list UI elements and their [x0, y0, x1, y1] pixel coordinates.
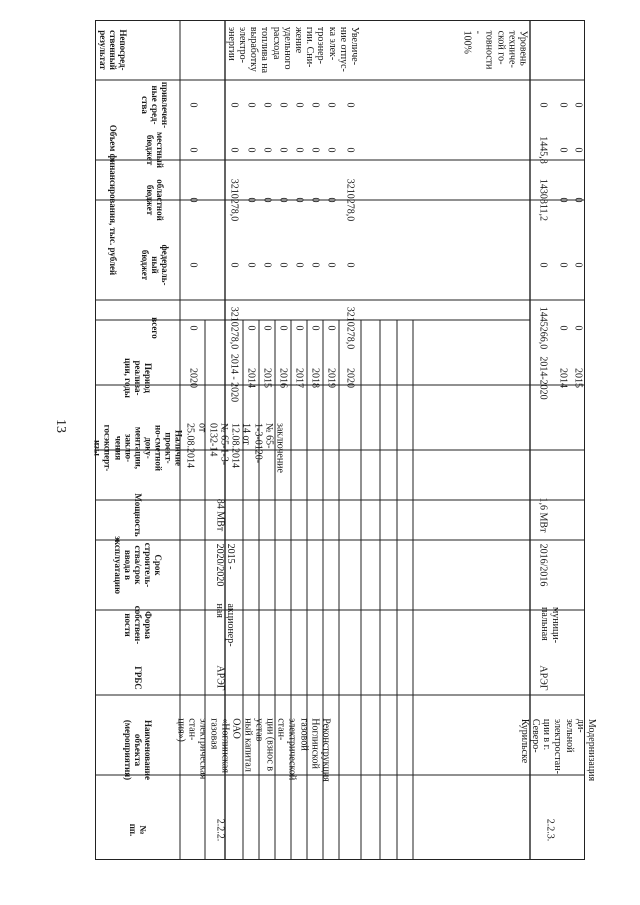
obj1-row-regional: 0	[245, 197, 257, 203]
obj2-row-period: 2015	[572, 367, 584, 388]
obj1-row-total: 0	[325, 325, 337, 330]
obj1-row-total: 3210278,0	[344, 306, 356, 349]
header-total: всего	[150, 316, 161, 339]
obj1-row-regional: 0	[325, 197, 337, 203]
obj2-row-federal: 0	[557, 262, 569, 268]
obj2-result: Уровень техниче- ской го- товности - 100%	[461, 30, 529, 70]
obj2-row-regional: 0	[557, 197, 569, 203]
obj1-num: 2.2.2.	[214, 818, 226, 842]
obj1-row-local: 0	[344, 147, 356, 153]
obj1-row-regional: 0	[261, 197, 273, 203]
header-regional: областной бюджет	[145, 179, 166, 221]
obj1-row-federal: 0	[309, 262, 321, 268]
obj1-row-attracted: 0	[325, 102, 337, 108]
obj2-ownership: муници- пальная	[539, 606, 562, 644]
obj2-num: 2.2.3.	[544, 818, 556, 842]
obj1-row-regional: 3210278,0	[228, 178, 240, 222]
obj1-row-attracted: 0	[344, 102, 356, 108]
header-name: Наименование объекта (мероприятия)	[122, 719, 153, 781]
obj1-row-local: 0	[261, 147, 273, 153]
obj1-row-federal: 0	[277, 262, 289, 268]
obj1-row-federal: 0	[325, 262, 337, 268]
obj1-row-local: 0	[309, 147, 321, 153]
obj1-row-attracted: 0	[228, 102, 240, 108]
obj1-row-attracted: 0	[261, 102, 273, 108]
header-period: Период реализа- ции, годы	[122, 357, 153, 398]
header-result: Непосред- ственный результат	[97, 29, 128, 71]
obj1-row-period: 2018	[309, 367, 321, 388]
top-row-total: 0	[187, 325, 199, 330]
header-capacity: Мощность	[132, 493, 143, 537]
obj2-row-total: 1445266,0	[537, 306, 549, 349]
header-federal: федераль- ный бюджет	[139, 244, 171, 286]
top-row-regional: 0	[187, 197, 199, 203]
obj2-row-total: 0	[557, 325, 569, 330]
obj1-row-attracted: 0	[293, 102, 305, 108]
obj1-row-regional: 0	[293, 197, 305, 203]
header-psd: Наличие проект- но-сметной доку- ментации, заклю- чения госэксперт- изы	[92, 424, 183, 471]
obj1-row-local: 0	[245, 147, 257, 153]
obj1-row-total: 3210278,0	[228, 306, 240, 349]
obj2-row-regional: 1430811,2	[537, 178, 549, 222]
obj1-row-federal: 0	[261, 262, 273, 268]
page-number: 13	[53, 419, 68, 433]
obj1-row-period: 2019	[325, 367, 337, 388]
top-row-federal: 0	[187, 262, 199, 268]
obj2-grbs: АРЭГ	[537, 664, 549, 691]
obj1-row-period: 2017	[293, 367, 305, 388]
obj1-row-local: 0	[325, 147, 337, 153]
obj1-name: Реконструкция Ноглинской газовой электрической стан- ции (взнос в устав- ный капитал ОАО «Ноглинская газовая электрическая стан- ция»)	[174, 718, 331, 782]
header-ownership: Форма собствен- ности	[122, 605, 153, 645]
top-row-period: 2020	[187, 367, 199, 388]
header-attracted: привлечен- ные сред- ства	[139, 81, 171, 129]
table-text-layer	[92, 20, 597, 860]
obj1-row-regional: 0	[277, 197, 289, 203]
obj2-row-federal: 0	[572, 262, 584, 268]
obj1-psd: заключение № 65- 1-3-0120-14 от 12.08.2014 № 65-1-3-0132-14 от 25.08.2014	[184, 422, 286, 473]
obj1-row-local: 0	[277, 147, 289, 153]
obj1-row-federal: 0	[344, 262, 356, 268]
obj1-row-federal: 0	[228, 262, 240, 268]
obj2-row-attracted: 0	[537, 102, 549, 108]
obj2-row-local: 0	[557, 147, 569, 153]
obj1-row-total: 0	[309, 325, 321, 330]
obj2-row-period: 2014	[557, 367, 569, 388]
obj2-row-period: 2014-2020	[537, 355, 549, 400]
obj1-row-federal: 0	[245, 262, 257, 268]
header-funding-group: Объем финансирования, тыс. рублей	[107, 124, 118, 276]
obj2-name: Модернизация ди- зельной электростан- ции в г. Северо- Курильске	[518, 718, 597, 782]
obj1-row-total: 0	[261, 325, 273, 330]
obj1-row-total: 0	[293, 325, 305, 330]
top-row-attracted: 0	[187, 102, 199, 108]
obj2-row-local: 0	[572, 147, 584, 153]
obj2-row-total: 0	[572, 325, 584, 330]
top-row-local: 0	[187, 147, 199, 153]
obj1-row-attracted: 0	[277, 102, 289, 108]
obj1-row-period: 2016	[277, 367, 289, 388]
obj1-row-period: 2014	[245, 367, 257, 388]
header-grbs: ГРБС	[132, 665, 143, 690]
obj1-row-attracted: 0	[309, 102, 321, 108]
obj1-row-attracted: 0	[245, 102, 257, 108]
obj1-row-total: 0	[277, 325, 289, 330]
obj2-build-term: 2016/2016	[537, 543, 549, 587]
obj1-grbs: АРЭГ	[214, 664, 226, 691]
obj1-row-period: 2014 - 2020	[228, 353, 240, 402]
obj2-row-regional: 0	[572, 197, 584, 203]
obj2-capacity: 1,6 МВт	[537, 497, 549, 533]
obj1-row-regional: 3210278,0	[344, 178, 356, 222]
obj1-row-period: 2015	[261, 367, 273, 388]
obj2-row-attracted: 0	[572, 102, 584, 108]
obj1-result: Увеличе- ние отпус- ка элек- троэнер- гии. Сни- жение удельного расхода топлива на выработку электро- энергии	[225, 26, 360, 74]
header-local: местный бюджет	[145, 131, 166, 169]
obj1-row-period: 2020	[344, 367, 356, 388]
obj1-row-federal: 0	[293, 262, 305, 268]
obj1-row-local: 0	[228, 147, 240, 153]
obj1-row-regional: 0	[309, 197, 321, 203]
obj2-row-attracted: 0	[557, 102, 569, 108]
header-num: № пп.	[127, 823, 148, 837]
obj1-row-total: 0	[245, 325, 257, 330]
obj2-row-local: 1445,8	[537, 136, 549, 164]
obj1-capacity: 84 МВт	[214, 498, 226, 532]
obj2-row-federal: 0	[537, 262, 549, 268]
obj1-build-term: 2015 - 2020/2020	[214, 543, 237, 587]
obj1-ownership: акционер- ная	[214, 603, 237, 647]
header-build-term: Срок строитель- ства/срок ввода в эксплуатацию	[112, 535, 163, 595]
obj1-row-local: 0	[293, 147, 305, 153]
